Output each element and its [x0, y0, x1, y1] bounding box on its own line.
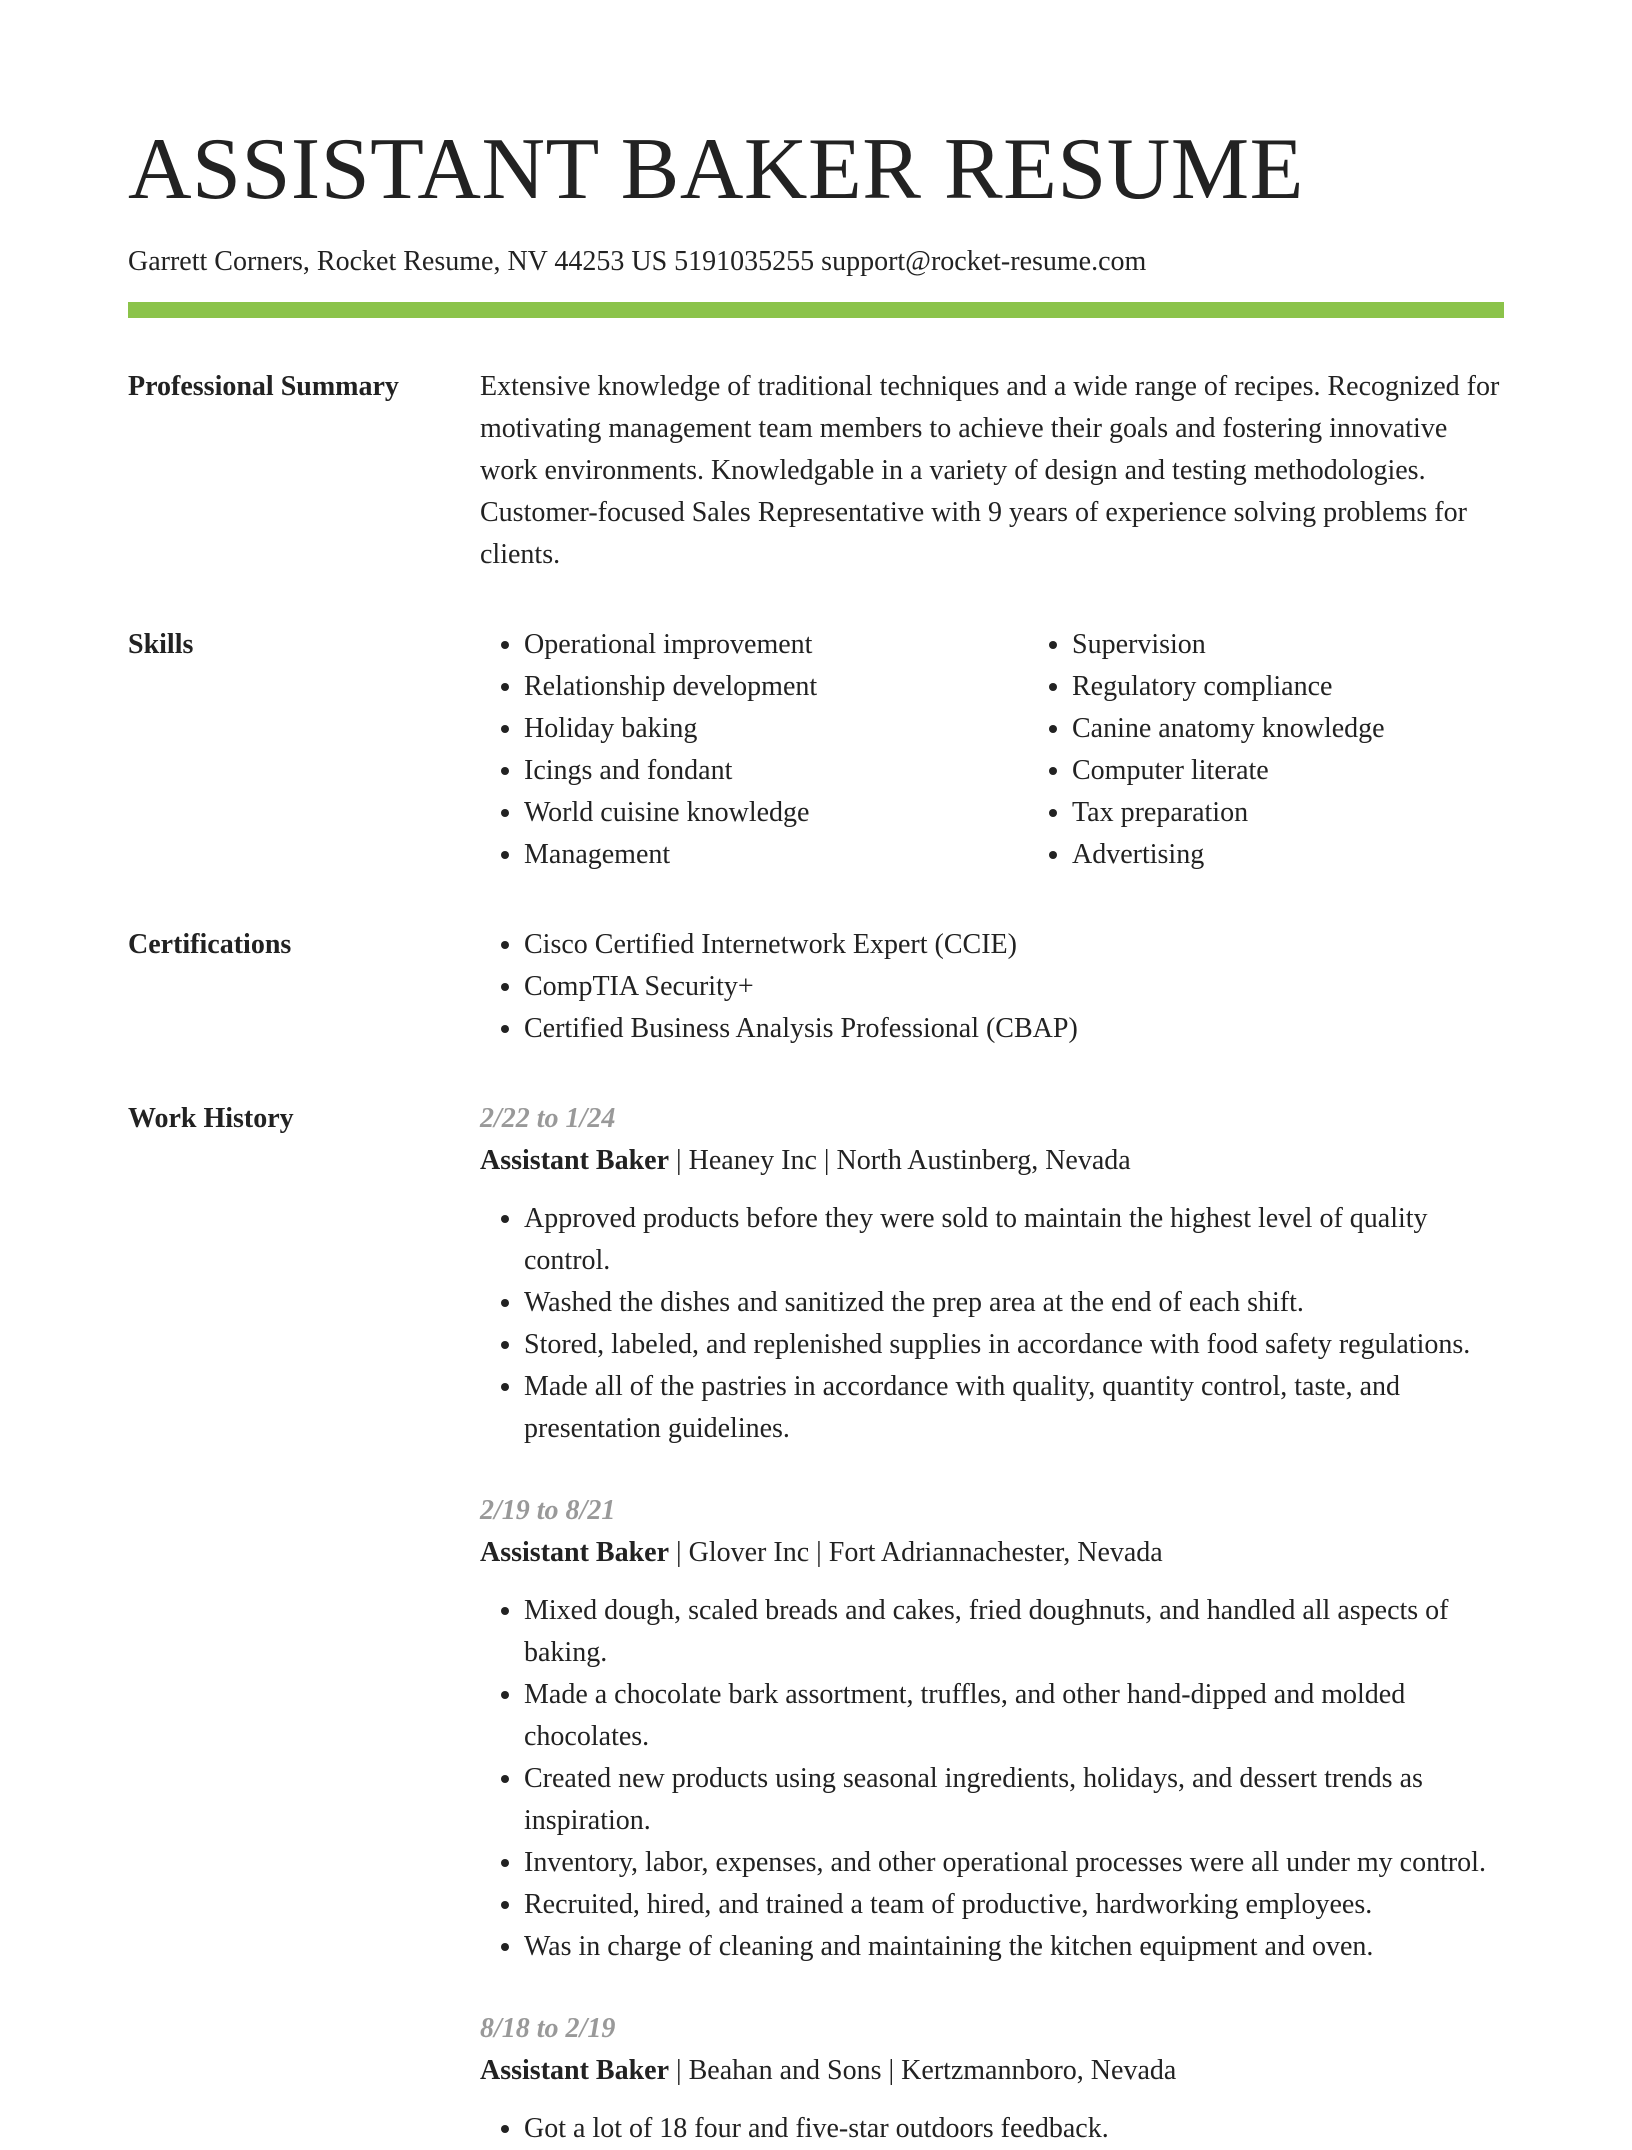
job-separator: | [816, 1145, 837, 1176]
job-duty: • Made a chocolate bark assortment, truffles, and other hand-dipped and molded chocolates. [524, 1674, 1504, 1758]
skill-item: • Supervision [1072, 624, 1576, 666]
job-title: Assistant Baker [480, 1145, 670, 1176]
job-duty: • Approved products before they were sold to maintain the highest level of quality control. [524, 1198, 1504, 1282]
skill-item: • Operational improvement [524, 624, 1028, 666]
job-heading [480, 1532, 1504, 1574]
skill-item: • Canine anatomy knowledge [1072, 708, 1576, 750]
job-separator: | [669, 1145, 689, 1176]
job-title: Assistant Baker [480, 1537, 670, 1568]
job-duty: • Mixed dough, scaled breads and cakes, fried doughnuts, and handled all aspects of baking. [524, 1590, 1504, 1674]
skill-item: • Tax preparation [1072, 792, 1576, 834]
skill-item: • World cuisine knowledge [524, 792, 1028, 834]
job-separator: | [809, 1537, 829, 1568]
section-label-summary: Professional Summary [128, 371, 399, 402]
job-duty: • Was in charge of cleaning and maintaining the kitchen equipment and oven. [524, 1926, 1504, 1968]
page-title: ASSISTANT BAKER RESUME [128, 121, 1304, 218]
job-duty: • Made all of the pastries in accordance with quality, quantity control, taste, and presentation guidelines. [524, 1366, 1504, 1450]
job-company: Beahan and Sons [688, 2055, 882, 2086]
job-duty: • Created new products using seasonal ingredients, holidays, and dessert trends as inspiration. [524, 1758, 1504, 1842]
job-duties [480, 1590, 1504, 1968]
job-entry [480, 1490, 1504, 1968]
job-location: Fort Adriannachester, Nevada [828, 1537, 1163, 1568]
job-separator: | [881, 2055, 902, 2086]
section-label-work-history: Work History [128, 1103, 294, 1134]
job-separator: | [669, 1537, 689, 1568]
skills-section [128, 624, 1504, 876]
skills-list-right [1028, 624, 1576, 876]
job-duty: • Stored, labeled, and replenished supplies in accordance with food safety regulations. [524, 1324, 1504, 1366]
job-separator: | [669, 2055, 689, 2086]
job-entry [480, 1098, 1504, 1450]
job-location: North Austinberg, Nevada [836, 1145, 1131, 1176]
header-divider [128, 302, 1504, 318]
skill-item: • Icings and fondant [524, 750, 1028, 792]
job-heading [480, 1140, 1504, 1182]
certification-item: • Certified Business Analysis Professional (CBAP) [524, 1008, 1504, 1050]
certification-item: • CompTIA Security+ [524, 966, 1504, 1008]
certifications-section [128, 924, 1504, 1050]
skills-list-left [480, 624, 1028, 876]
section-label-skills: Skills [128, 629, 194, 660]
skill-item: • Computer literate [1072, 750, 1576, 792]
certification-item: • Cisco Certified Internetwork Expert (CCIE) [524, 924, 1504, 966]
job-duty: • Inventory, labor, expenses, and other operational processes were all under my control. [524, 1842, 1504, 1884]
job-duties [480, 1198, 1504, 1450]
job-dates: 8/18 to 2/19 [480, 2013, 616, 2044]
job-dates: 2/19 to 8/21 [480, 1495, 616, 1526]
section-label-certifications: Certifications [128, 929, 292, 960]
job-duty: • Recruited, hired, and trained a team of productive, hardworking employees. [524, 1884, 1504, 1926]
summary-section [128, 366, 1504, 576]
skill-item: • Regulatory compliance [1072, 666, 1576, 708]
job-title: Assistant Baker [480, 2055, 670, 2086]
job-duties [480, 2108, 1504, 2150]
skill-item: • Advertising [1072, 834, 1576, 876]
job-entry [480, 2008, 1504, 2150]
job-company: Heaney Inc [688, 1145, 817, 1176]
skill-item: • Relationship development [524, 666, 1028, 708]
job-dates: 2/22 to 1/24 [480, 1103, 616, 1134]
summary-text: Extensive knowledge of traditional techniques and a wide range of recipes. Recognized for motivating management team members to achieve their goals and fostering innovative work environments. Knowledgable in a variety of design and testing methodologies. Customer-focused Sales Representative with 9 years of experience solving problems for clients. [480, 371, 1500, 570]
job-company: Glover Inc [688, 1537, 810, 1568]
certifications-list [480, 924, 1504, 1050]
job-duty: • Got a lot of 18 four and five-star outdoors feedback. [524, 2108, 1504, 2150]
skill-item: • Management [524, 834, 1028, 876]
job-location: Kertzmannboro, Nevada [901, 2055, 1177, 2086]
work-history-section [128, 1098, 1504, 2150]
contact-line: Garrett Corners, Rocket Resume, NV 44253 US 5191035255 support@rocket-resume.com [128, 246, 1147, 277]
job-duty: • Washed the dishes and sanitized the prep area at the end of each shift. [524, 1282, 1504, 1324]
skill-item: • Holiday baking [524, 708, 1028, 750]
job-heading [480, 2050, 1504, 2092]
